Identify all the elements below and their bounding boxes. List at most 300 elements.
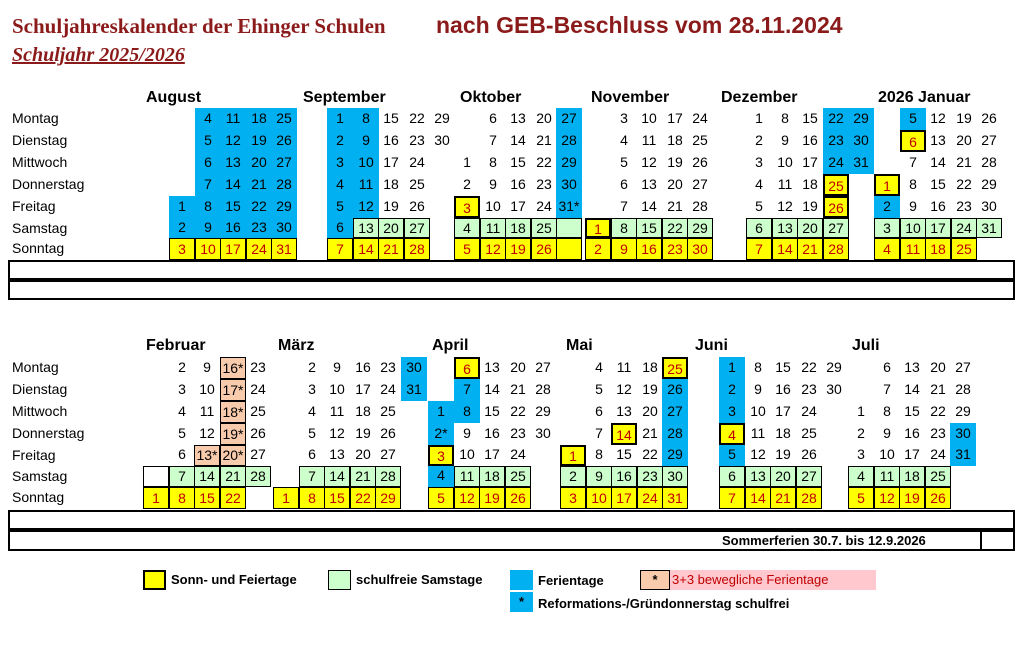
day-cell: 17	[220, 238, 246, 260]
day-cell: 17	[925, 218, 951, 238]
legend-swatch-reformation: *	[510, 592, 533, 612]
day-cell: 25	[925, 466, 951, 487]
day-cell: 23	[250, 359, 266, 375]
day-cell: 26	[692, 154, 708, 170]
day-cell: 17	[611, 487, 637, 509]
day-cell: 6	[719, 466, 745, 487]
day-cell: 8	[195, 196, 221, 218]
weekday-label: Montag	[12, 359, 59, 375]
day-cell: 29	[375, 487, 401, 509]
day-cell: 2	[755, 132, 763, 148]
day-cell: 13	[904, 359, 920, 375]
day-cell: 25	[692, 132, 708, 148]
day-cell: 26	[981, 110, 997, 126]
day-cell: 8	[909, 176, 917, 192]
day-cell: 24	[823, 152, 849, 174]
day-cell: 11	[900, 238, 926, 260]
day-cell: 25	[505, 466, 531, 487]
day-cell: 9	[754, 381, 762, 397]
day-cell: 3	[428, 445, 454, 466]
day-cell: 13	[484, 359, 500, 375]
day-cell: 24	[692, 110, 708, 126]
day-cell: 24	[801, 403, 817, 419]
day-cell: 7	[909, 154, 917, 170]
day-cell: 15	[802, 110, 818, 126]
day-cell: 27	[981, 132, 997, 148]
day-cell: 2	[719, 379, 745, 401]
day-cell: 14	[194, 466, 220, 487]
day-cell: 13	[641, 176, 657, 192]
day-cell: 28	[271, 174, 297, 196]
day-cell: 14	[772, 238, 798, 260]
day-cell: 1	[327, 108, 353, 130]
day-cell: 31	[848, 152, 874, 174]
day-cell: 6	[746, 218, 772, 238]
day-cell: 31	[662, 487, 688, 509]
day-cell: 25	[531, 218, 557, 238]
day-cell: 25	[801, 425, 817, 441]
day-cell: 3	[169, 238, 195, 260]
day-cell: 4	[755, 176, 763, 192]
day-cell: 1	[857, 403, 865, 419]
day-cell: 4	[178, 403, 186, 419]
day-cell: 15	[220, 196, 246, 218]
day-cell: 29	[955, 403, 971, 419]
day-cell: 22	[956, 176, 972, 192]
month-name: November	[591, 89, 670, 106]
weekday-label: Dienstag	[12, 381, 68, 397]
day-cell: 20	[667, 176, 683, 192]
day-cell: 13	[745, 466, 771, 487]
day-cell: 6	[454, 357, 480, 379]
day-cell: 28	[535, 381, 551, 397]
day-cell: 27	[662, 401, 688, 423]
day-cell: 11	[454, 466, 480, 487]
day-cell: 5	[327, 196, 353, 218]
month-name: Juli	[852, 337, 880, 354]
day-cell: 24	[250, 381, 266, 397]
day-cell: 21	[956, 154, 972, 170]
day-cell: 23	[930, 425, 946, 441]
day-cell: 4	[428, 466, 454, 487]
day-cell: 21	[246, 174, 272, 196]
day-cell: 15	[904, 403, 920, 419]
day-cell: 19	[956, 110, 972, 126]
day-cell: 14	[220, 174, 246, 196]
day-cell: 17	[904, 446, 920, 462]
day-cell: 7	[595, 425, 603, 441]
day-cell: 22	[801, 359, 817, 375]
day-cell: 16	[383, 132, 399, 148]
day-cell: 2	[560, 466, 586, 487]
day-cell: 30	[826, 381, 842, 397]
day-cell: 16	[636, 238, 662, 260]
weekday-label: Samstag	[12, 468, 68, 484]
day-cell: 16	[484, 425, 500, 441]
day-cell: 28	[692, 198, 708, 214]
day-cell: 22	[662, 218, 688, 238]
legend-label-samstage: schulfreie Samstage	[356, 572, 483, 587]
day-cell: 20	[355, 446, 371, 462]
day-cell: 7	[620, 198, 628, 214]
day-cell: 11	[220, 108, 246, 130]
day-cell: 28	[556, 130, 582, 152]
day-cell: 22	[350, 487, 376, 509]
day-cell: 9	[489, 176, 497, 192]
weekday-label: Donnerstag	[12, 425, 85, 441]
day-cell: 11	[750, 425, 766, 441]
day-cell: 17*	[220, 379, 246, 401]
day-cell: 18	[642, 359, 658, 375]
day-cell: 26	[271, 130, 297, 152]
day-cell: 30	[535, 425, 551, 441]
day-cell: 12	[329, 425, 345, 441]
day-cell: 17	[355, 381, 371, 397]
day-cell: 18	[802, 176, 818, 192]
day-cell: 6	[327, 218, 353, 238]
day-cell: 12	[750, 446, 766, 462]
day-cell: 8	[611, 218, 637, 238]
day-cell: 8	[454, 401, 480, 423]
day-cell: 29	[556, 152, 582, 174]
day-cell: 29	[826, 359, 842, 375]
day-cell: 15	[636, 218, 662, 238]
day-cell: 24	[930, 446, 946, 462]
day-cell: 27	[404, 218, 430, 238]
legend-label-sonntage: Sonn- und Feiertage	[171, 572, 297, 587]
day-cell: 17	[383, 154, 399, 170]
day-cell: 8	[489, 154, 497, 170]
day-cell: 12	[777, 198, 793, 214]
legend-swatch-ferientage	[510, 570, 533, 590]
day-cell: 26	[801, 446, 817, 462]
day-cell: 11	[329, 403, 345, 419]
day-cell: 16	[775, 381, 791, 397]
day-cell: 18	[899, 466, 925, 487]
day-cell: 27	[380, 446, 396, 462]
day-cell: 26	[380, 425, 396, 441]
day-cell: 3	[719, 401, 745, 423]
day-cell: 17	[775, 403, 791, 419]
day-cell: 26	[531, 238, 557, 260]
day-cell: 13	[220, 152, 246, 174]
legend-label-reformation: Reformations-/Gründonnerstag schulfrei	[538, 596, 790, 611]
day-cell: 1	[143, 487, 169, 509]
day-cell: 31	[950, 445, 976, 466]
day-cell: 19*	[220, 423, 246, 445]
day-cell: 29	[687, 218, 713, 238]
month-name: Juni	[695, 337, 728, 354]
day-cell: 20	[930, 359, 946, 375]
day-cell: 31*	[556, 196, 582, 218]
day-cell: 28	[955, 381, 971, 397]
day-cell: 27	[955, 359, 971, 375]
day-cell: 6	[308, 446, 316, 462]
day-cell: 23	[801, 381, 817, 397]
day-cell: 16*	[220, 357, 246, 379]
day-cell: 21	[930, 381, 946, 397]
day-cell: 7	[169, 466, 195, 487]
day-cell: 4	[595, 359, 603, 375]
month-name: September	[303, 89, 386, 106]
day-cell: 9	[195, 218, 221, 238]
day-cell: 11	[480, 218, 506, 238]
day-cell: 7	[327, 238, 353, 260]
day-cell: 26	[505, 487, 531, 509]
day-cell: 13*	[194, 445, 220, 466]
notes-row-1	[8, 510, 1015, 530]
day-cell: 16	[355, 359, 371, 375]
notes-row	[8, 260, 1015, 280]
weekday-label: Donnerstag	[12, 176, 85, 192]
day-cell: 9	[781, 132, 789, 148]
day-cell: 19	[383, 198, 399, 214]
day-cell: 15	[616, 446, 632, 462]
day-cell: 2	[857, 425, 865, 441]
day-cell: 2	[178, 359, 186, 375]
day-cell: 19	[479, 487, 505, 509]
day-cell: 2	[463, 176, 471, 192]
day-cell: 12	[199, 425, 215, 441]
day-cell: 6	[489, 110, 497, 126]
day-cell: 10	[750, 403, 766, 419]
day-cell: 3	[874, 218, 900, 238]
day-cell: 4	[874, 238, 900, 260]
day-cell: 19	[775, 446, 791, 462]
day-cell: 24	[951, 218, 977, 238]
month-name: Februar	[146, 337, 206, 354]
weekday-label: Montag	[12, 110, 59, 126]
day-cell: 3	[178, 381, 186, 397]
day-cell: 4	[719, 423, 745, 445]
day-cell: 20	[642, 403, 658, 419]
day-cell: 27	[823, 218, 849, 238]
day-cell: 10	[777, 154, 793, 170]
day-cell: 19	[246, 130, 272, 152]
notes-row	[8, 280, 1015, 300]
day-cell: 28	[796, 487, 822, 509]
day-cell: 6	[620, 176, 628, 192]
day-cell: 28	[662, 423, 688, 445]
day-cell: 2*	[428, 423, 454, 445]
day-cell: 1	[169, 196, 195, 218]
day-cell: 30	[434, 132, 450, 148]
day-cell: 4	[848, 466, 874, 487]
day-cell: 24	[637, 487, 663, 509]
day-cell: 13	[772, 218, 798, 238]
day-cell: 15	[510, 154, 526, 170]
day-cell: 10	[459, 446, 475, 462]
day-cell: 10	[199, 381, 215, 397]
day-cell: 22	[220, 487, 246, 509]
day-cell: 19	[899, 487, 925, 509]
day-cell: 27	[692, 176, 708, 192]
day-cell: 9	[203, 359, 211, 375]
day-cell: 12	[353, 196, 379, 218]
day-cell: 6	[595, 403, 603, 419]
day-cell: 7	[454, 379, 480, 401]
day-cell: 12	[220, 130, 246, 152]
day-cell: 3	[308, 381, 316, 397]
day-cell: 28	[981, 154, 997, 170]
day-cell: 27	[535, 359, 551, 375]
day-cell: 9	[883, 425, 891, 441]
day-cell: 8	[781, 110, 789, 126]
day-cell: 14	[353, 238, 379, 260]
day-cell: 19	[802, 198, 818, 214]
day-cell: 19	[667, 154, 683, 170]
legend-label-bewegliche: 3+3 bewegliche Ferientage	[670, 570, 876, 590]
day-cell: 25	[250, 403, 266, 419]
day-cell: 26	[250, 425, 266, 441]
day-cell: 1	[585, 218, 611, 238]
month-name: Dezember	[721, 89, 798, 106]
day-cell: 12	[874, 487, 900, 509]
month-name: Mai	[566, 337, 593, 354]
day-cell: 22	[930, 403, 946, 419]
day-cell: 11	[616, 359, 632, 375]
page-subtitle: nach GEB-Beschluss vom 28.11.2024	[436, 12, 843, 38]
day-cell: 8	[595, 446, 603, 462]
day-cell: 12	[616, 381, 632, 397]
weekday-label: Freitag	[12, 447, 56, 463]
day-cell: 2	[585, 238, 611, 260]
day-cell: 15	[930, 176, 946, 192]
day-cell: 16	[611, 466, 637, 487]
day-cell	[556, 218, 582, 238]
day-cell	[143, 466, 169, 487]
day-cell: 18	[667, 132, 683, 148]
legend-label-ferientage: Ferientage	[538, 573, 604, 588]
day-cell: 27	[556, 108, 582, 130]
day-cell: 13	[930, 132, 946, 148]
day-cell: 19	[505, 238, 531, 260]
day-cell: 22	[823, 108, 849, 130]
day-cell: 20	[246, 152, 272, 174]
day-cell: 10	[586, 487, 612, 509]
day-cell: 5	[755, 198, 763, 214]
day-cell: 5	[308, 425, 316, 441]
day-cell: 23	[823, 130, 849, 152]
day-cell: 13	[353, 218, 379, 238]
day-cell: 24	[409, 154, 425, 170]
day-cell: 26	[823, 196, 849, 218]
day-cell: 21	[536, 132, 552, 148]
day-cell: 23	[637, 466, 663, 487]
day-cell: 1	[463, 154, 471, 170]
day-cell: 25	[380, 403, 396, 419]
day-cell: 8	[883, 403, 891, 419]
day-cell: 14	[641, 198, 657, 214]
notes-divider	[980, 530, 982, 551]
day-cell: 23	[380, 359, 396, 375]
day-cell: 15	[775, 359, 791, 375]
weekday-label: Mittwoch	[12, 403, 68, 419]
day-cell: 3	[454, 196, 480, 218]
day-cell: 14	[930, 154, 946, 170]
day-cell: 22	[510, 403, 526, 419]
day-cell: 15	[484, 403, 500, 419]
day-cell: 17	[484, 446, 500, 462]
day-cell: 8	[169, 487, 195, 509]
day-cell: 30	[401, 357, 427, 379]
day-cell: 16	[930, 198, 946, 214]
day-cell: 5	[178, 425, 186, 441]
day-cell: 12	[930, 110, 946, 126]
day-cell: 6	[178, 446, 186, 462]
day-cell: 1	[428, 401, 454, 423]
day-cell: 18	[479, 466, 505, 487]
day-cell: 25	[951, 238, 977, 260]
day-cell: 5	[595, 381, 603, 397]
day-cell: 24	[380, 381, 396, 397]
day-cell: 20	[956, 132, 972, 148]
day-cell: 31	[271, 238, 297, 260]
day-cell: 17	[802, 154, 818, 170]
day-cell: 14	[904, 381, 920, 397]
day-cell: 9	[333, 359, 341, 375]
day-cell: 22	[536, 154, 552, 170]
day-cell: 30	[556, 174, 582, 196]
day-cell: 30	[981, 198, 997, 214]
day-cell: 14	[484, 381, 500, 397]
day-cell: 13	[329, 446, 345, 462]
legend-swatch-sonntage	[143, 570, 166, 590]
day-cell: 24	[536, 198, 552, 214]
day-cell: 12	[641, 154, 657, 170]
day-cell: 22	[409, 110, 425, 126]
day-cell: 22	[246, 196, 272, 218]
day-cell: 1	[273, 487, 299, 509]
day-cell: 2	[169, 218, 195, 238]
day-cell: 21	[378, 238, 404, 260]
day-cell: 21	[220, 466, 246, 487]
day-cell: 30	[950, 423, 976, 445]
day-cell: 25	[662, 357, 688, 379]
month-name: April	[432, 337, 469, 354]
day-cell: 3	[560, 487, 586, 509]
day-cell: 21	[667, 198, 683, 214]
day-cell: 21	[510, 381, 526, 397]
day-cell: 19	[355, 425, 371, 441]
weekday-label: Sonntag	[12, 489, 65, 505]
day-cell: 11	[641, 132, 657, 148]
month-name: August	[146, 89, 202, 106]
day-cell: 3	[857, 446, 865, 462]
day-cell: 30	[848, 130, 874, 152]
day-cell: 5	[195, 130, 221, 152]
day-cell: 5	[848, 487, 874, 509]
day-cell: 8	[754, 359, 762, 375]
day-cell: 14	[324, 466, 350, 487]
day-cell: 25	[823, 174, 849, 196]
day-cell: 29	[981, 176, 997, 192]
day-cell	[556, 238, 582, 260]
day-cell: 7	[299, 466, 325, 487]
day-cell: 10	[485, 198, 501, 214]
day-cell: 10	[329, 381, 345, 397]
day-cell: 15	[324, 487, 350, 509]
day-cell: 6	[900, 130, 926, 152]
day-cell: 14	[611, 423, 637, 445]
day-cell: 27	[796, 466, 822, 487]
day-cell: 1	[755, 110, 763, 126]
day-cell: 20	[770, 466, 796, 487]
day-cell: 29	[662, 445, 688, 466]
day-cell: 21	[770, 487, 796, 509]
day-cell: 7	[719, 487, 745, 509]
day-cell: 23	[409, 132, 425, 148]
